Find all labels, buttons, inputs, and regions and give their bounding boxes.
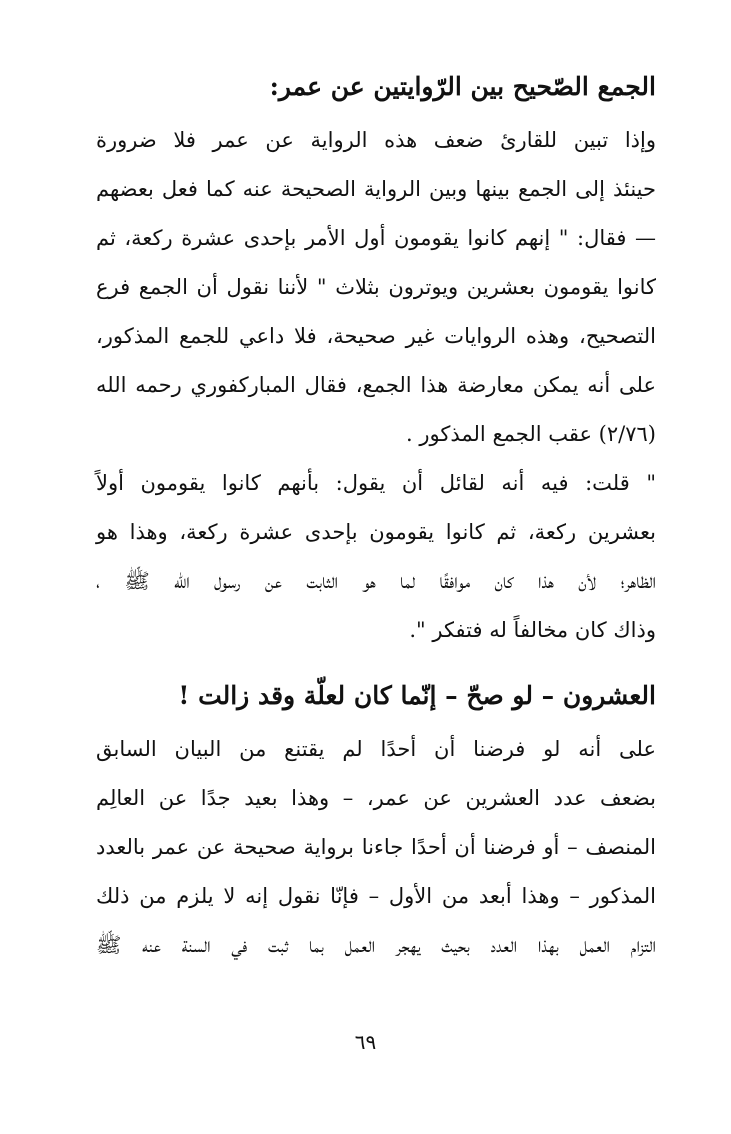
- section-heading-twenty-rakahs: العشرون – لو صحّ – إنّما كان لعلّة وقد زالت !: [178, 681, 656, 710]
- text-line: المنصف – أو فرضنا أن أحدًا جاءنا برواية صحيحة عن عمر بالعدد: [96, 835, 656, 859]
- text-line: وإذا تبين للقارئ ضعف هذه الرواية عن عمر فلا ضرورة: [96, 128, 656, 152]
- text-line: بعشرين ركعة، ثم كانوا يقومون بإحدى عشرة ركعة، وهذا هو: [96, 520, 656, 544]
- text-line: (٢/٧٦) عقب الجمع المذكور .: [406, 422, 656, 446]
- text-line: التصحيح، وهذه الروايات غير صحيحة، فلا داعي للجمع المذكور،: [96, 324, 656, 348]
- page-number: ٦٩: [354, 1030, 377, 1054]
- text-line: بضعف عدد العشرين عن عمر، – وهذا بعيد جدًا عن العالِم: [96, 786, 656, 810]
- text-line: التزام العمل بهذا العدد بحيث يهجر العمل بما ثبت في السنة عنه ﷺ: [96, 933, 656, 957]
- text-line: وذاك كان مخالفاً له فتفكر ".: [409, 618, 656, 642]
- text-line: الظاهر؛ لأن هذا كان موافقًا لما هو الثابت عن رسول الله ﷺ ،: [96, 569, 656, 593]
- page-body: [96, 62, 656, 970]
- text-line: حينئذ إلى الجمع بينها وبين الرواية الصحيحة عنه كما فعل بعضهم: [96, 177, 656, 201]
- text-line: على أنه لو فرضنا أن أحدًا لم يقتنع من البيان السابق: [96, 737, 656, 761]
- text-line: " قلت: فيه أنه لقائل أن يقول: بأنهم كانوا يقومون أولاً: [96, 471, 656, 495]
- section-heading-combining-narrations: الجمع الصّحيح بين الرّوايتين عن عمر:: [269, 72, 656, 101]
- text-line: — فقال: " إنهم كانوا يقومون أول الأمر بإحدى عشرة ركعة، ثم: [96, 226, 656, 250]
- text-line: على أنه يمكن معارضة هذا الجمع، فقال المباركفوري رحمه الله: [96, 373, 656, 397]
- text-line: المذكور – وهذا أبعد من الأول – فإنّا نقول إنه لا يلزم من ذلك: [96, 884, 656, 908]
- text-line: كانوا يقومون بعشرين ويوترون بثلاث " لأننا نقول أن الجمع فرع: [96, 275, 656, 299]
